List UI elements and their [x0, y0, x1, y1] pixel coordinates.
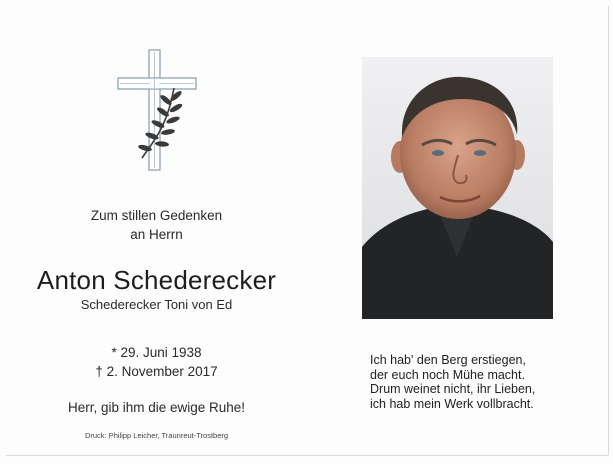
birth-date: * 29. Juni 1938 [111, 345, 202, 360]
card-edge-bottom [6, 455, 609, 456]
poem-line-3: Drum weinet nicht, ihr Lieben, [370, 382, 536, 396]
poem-line-2: der euch noch Mühe macht. [370, 367, 525, 382]
prayer-text: Herr, gib ihm die ewige Ruhe! [67, 400, 246, 415]
memorial-poem [370, 353, 570, 411]
poem-line-4: ich hab mein Werk vollbracht. [370, 396, 534, 411]
intro-line-1: Zum stillen Gedenken [90, 208, 223, 223]
portrait-photo [362, 57, 553, 319]
life-dates [0, 343, 313, 381]
poem-line-1: Ich hab' den Berg erstiegen, [370, 353, 526, 367]
death-date: † 2. November 2017 [95, 364, 218, 379]
cross-with-laurel-icon [112, 48, 202, 173]
intro-text [0, 206, 313, 244]
card-edge-right [608, 6, 609, 454]
printer-credit: Druck: Philipp Leicher, Traunreut-Trostberg [84, 431, 229, 440]
deceased-nickname: Schederecker Toni von Ed [80, 297, 233, 312]
deceased-name: Anton Schederecker [36, 265, 277, 295]
intro-line-2: an Herrn [130, 227, 183, 242]
